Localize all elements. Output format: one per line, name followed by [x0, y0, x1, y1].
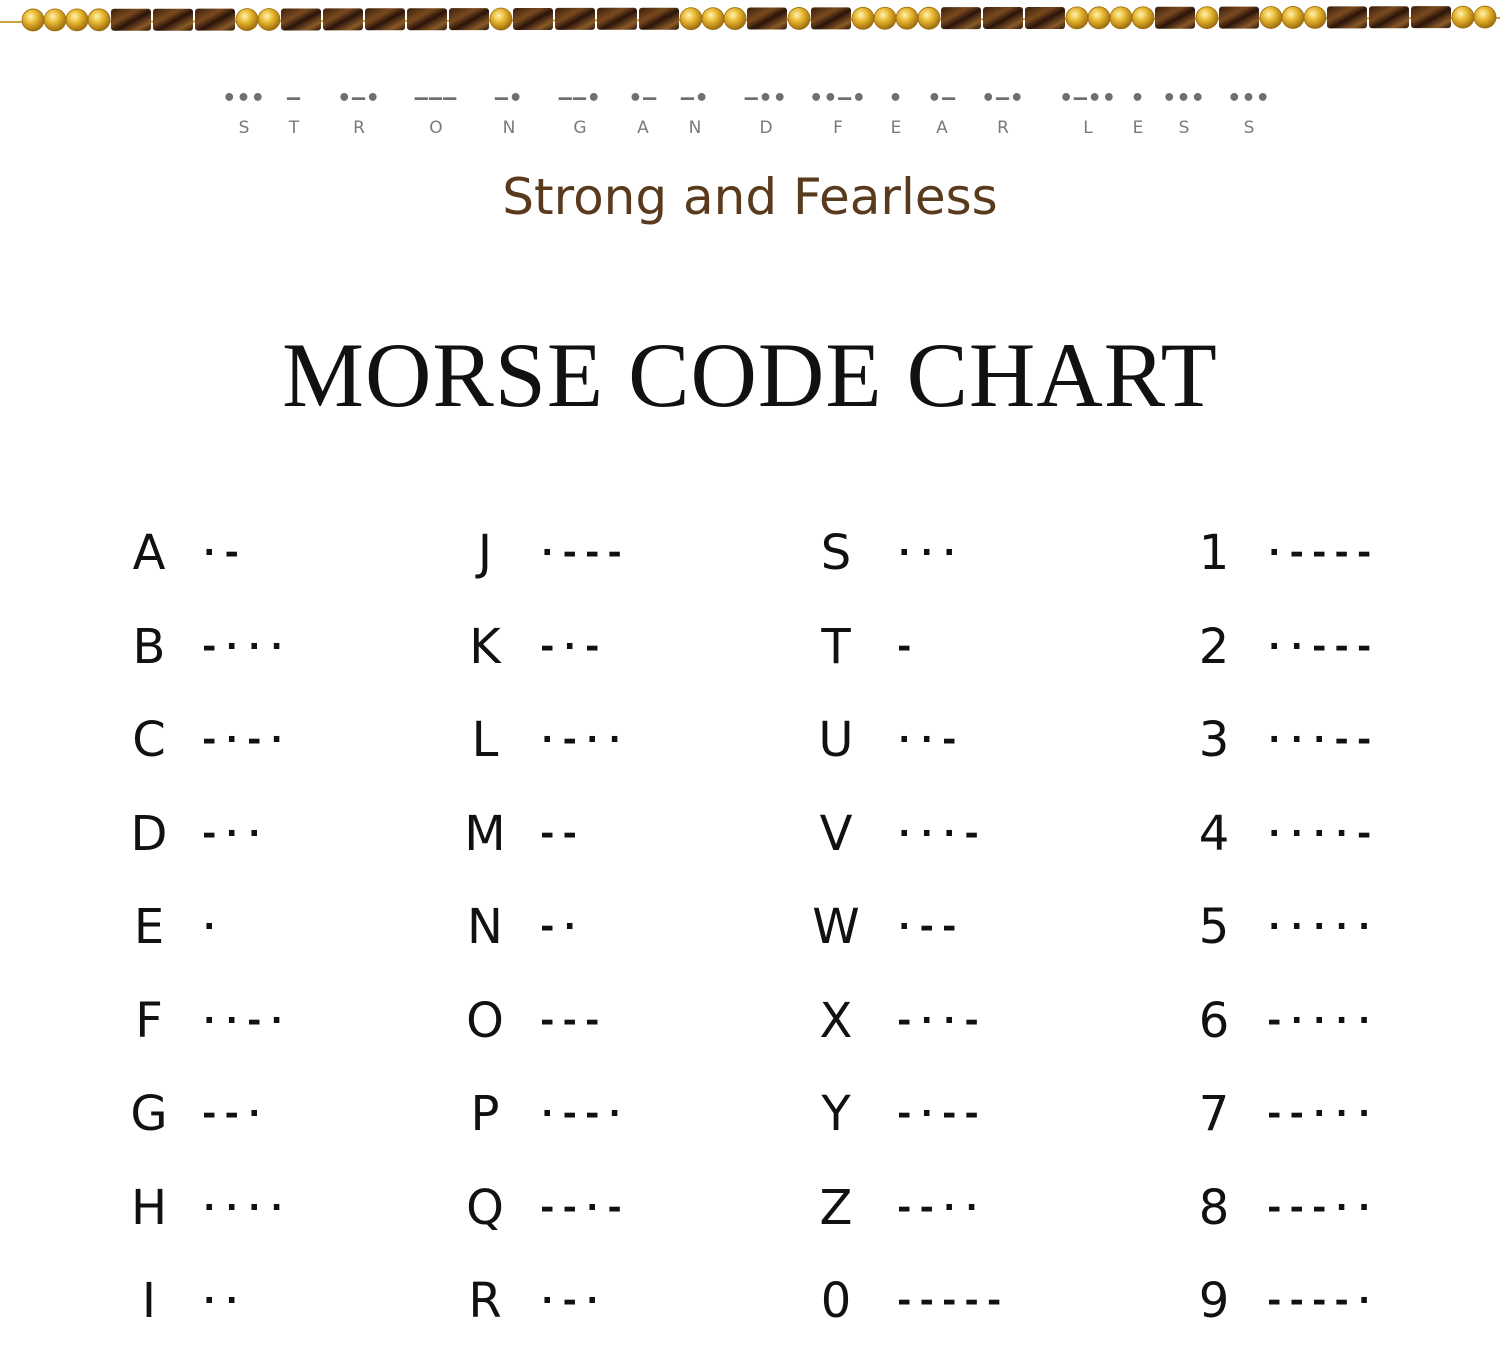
tiger-eye-bead	[449, 8, 489, 30]
phrase-letter-group	[629, 84, 658, 140]
chart-entry	[1184, 1066, 1484, 1160]
chart-entry	[1184, 599, 1484, 693]
tiger-eye-bead	[323, 8, 363, 30]
chart-entry	[455, 505, 755, 599]
chart-entry-morse-code: ·--	[894, 907, 962, 947]
chart-entry-character: B	[132, 618, 166, 675]
chart-entry-morse-code: ·-·	[537, 1281, 605, 1321]
chart-entry-morse-code: ···-	[894, 813, 984, 854]
chart-entry	[806, 599, 1106, 693]
chart-entry	[119, 879, 419, 973]
phrase-letter-group	[1228, 84, 1271, 140]
chart-entry	[119, 505, 419, 599]
phrase-morse-code: •••	[1162, 86, 1206, 111]
phrase-morse-code: •–	[927, 86, 957, 111]
chart-entry-morse-code: -··	[199, 813, 267, 854]
gold-bead	[1110, 7, 1132, 29]
chart-entry	[1184, 692, 1484, 786]
chart-entry	[806, 973, 1106, 1067]
phrase-letter-group	[223, 84, 266, 140]
chart-entry	[455, 786, 755, 880]
chart-entry	[806, 786, 1106, 880]
chart-entry	[1184, 879, 1484, 973]
chart-entry-character: Y	[821, 1086, 851, 1142]
gold-bead	[1474, 6, 1496, 28]
chart-entry	[455, 692, 755, 786]
phrase-letter: O	[429, 118, 443, 138]
tiger-eye-bead	[639, 8, 679, 30]
tiger-eye-bead	[597, 8, 637, 30]
gold-bead	[258, 8, 280, 30]
phrase-letter: A	[936, 118, 948, 138]
phrase-letter-group	[810, 84, 867, 140]
chart-entry-character: U	[818, 712, 854, 768]
chart-entry-morse-code: ····	[199, 1187, 289, 1228]
phrase-letter-group	[1060, 84, 1117, 140]
chart-entry-character: Z	[819, 1179, 853, 1236]
chart-entry	[1184, 505, 1484, 599]
chart-entry	[119, 1066, 419, 1160]
chart-entry-character: F	[135, 992, 163, 1049]
chart-entry-morse-code: ·----	[1264, 533, 1377, 573]
phrase-morse-code: ••–•	[809, 86, 867, 111]
phrase-letter-group	[1131, 84, 1145, 140]
chart-entry	[806, 1066, 1106, 1160]
gold-bead	[22, 9, 44, 31]
chart-entry-character: O	[466, 992, 504, 1049]
gold-bead	[1196, 7, 1218, 29]
tiger-eye-bead	[747, 8, 787, 30]
gold-bead	[1088, 7, 1110, 29]
chart-entry-morse-code: -·-	[537, 626, 605, 667]
phrase-letter: S	[1243, 118, 1255, 138]
phrase-morse-code: •–	[628, 86, 658, 111]
chart-entry-morse-code: ···	[894, 533, 962, 573]
chart-entry-character: W	[812, 899, 860, 955]
chart-entry	[119, 599, 419, 693]
chart-entry-character: I	[141, 1273, 157, 1329]
chart-entry	[806, 692, 1106, 786]
phrase-letter-group	[928, 84, 957, 140]
chart-entry-character: E	[133, 899, 165, 955]
chart-entry	[119, 692, 419, 786]
tiger-eye-bead	[195, 9, 235, 31]
gold-bead	[852, 7, 874, 29]
chart-entry	[119, 786, 419, 880]
chart-entry	[806, 879, 1106, 973]
gold-bead	[88, 9, 110, 31]
chart-entry-morse-code: ----·	[1264, 1281, 1377, 1321]
chart-entry-morse-code: ····-	[1264, 813, 1377, 854]
gold-bead	[1132, 7, 1154, 29]
phrase-letter-group	[982, 84, 1025, 140]
chart-entry-character: T	[821, 618, 851, 675]
chart-entry	[806, 1160, 1106, 1254]
phrase-morse-code: •••	[222, 86, 266, 111]
phrase-morse-code: •–•	[981, 86, 1025, 111]
phrase-letter-group	[1163, 84, 1206, 140]
phrase-letter: R	[997, 118, 1009, 138]
phrase-letter: N	[502, 118, 516, 138]
chart-entry-character: C	[132, 712, 166, 768]
chart-entry	[806, 1253, 1106, 1347]
chart-entry-morse-code: -··-	[894, 1000, 984, 1041]
gold-bead	[1066, 7, 1088, 29]
phrase-morse-code: –	[286, 86, 302, 111]
gold-bead	[490, 8, 512, 30]
phrase-letter-group	[495, 84, 524, 140]
tiger-eye-bead	[983, 7, 1023, 29]
morse-phrase	[0, 84, 1500, 144]
phrase-letter: R	[353, 118, 365, 138]
chart-entry	[455, 1160, 755, 1254]
chart-entry-character: 8	[1198, 1179, 1230, 1236]
phrase-subtitle: Strong and Fearless	[502, 168, 998, 226]
chart-entry-morse-code: ··-	[894, 720, 962, 760]
tiger-eye-bead	[153, 9, 193, 31]
gold-bead	[236, 9, 258, 31]
chart-entry	[455, 1253, 755, 1347]
gold-bead	[1260, 6, 1282, 28]
tiger-eye-bead	[555, 8, 595, 30]
tiger-eye-bead	[111, 9, 151, 31]
tiger-eye-bead	[941, 7, 981, 29]
bead-bracelet-graphic	[0, 0, 1500, 50]
phrase-letter: F	[833, 118, 843, 138]
chart-entry-character: Q	[466, 1179, 504, 1236]
phrase-letter-group	[745, 84, 788, 140]
gold-bead	[874, 7, 896, 29]
chart-entry-character: H	[130, 1179, 168, 1236]
phrase-letter: E	[890, 118, 902, 138]
chart-entry-character: 1	[1198, 525, 1230, 581]
chart-entry-morse-code: ··	[199, 1281, 244, 1321]
gold-bead	[44, 9, 66, 31]
tiger-eye-bead	[1369, 6, 1409, 28]
chart-entry	[1184, 1253, 1484, 1347]
phrase-morse-code: •–••	[1059, 86, 1117, 111]
phrase-letter-group	[889, 84, 903, 140]
chart-entry-morse-code: ---	[537, 1000, 605, 1041]
chart-entry-character: X	[819, 992, 853, 1049]
phrase-morse-code: –•	[494, 86, 524, 111]
chart-entry-character: A	[132, 525, 166, 581]
chart-entry-morse-code: ·····	[1264, 907, 1377, 947]
chart-entry	[455, 599, 755, 693]
phrase-letter-group	[415, 84, 458, 140]
chart-entry-morse-code: --·-	[537, 1187, 627, 1228]
chart-entry-character: N	[467, 899, 503, 955]
chart-entry-character: V	[819, 805, 853, 862]
tiger-eye-bead	[811, 7, 851, 29]
tiger-eye-bead	[281, 8, 321, 30]
gold-bead	[1452, 6, 1474, 28]
tiger-eye-bead	[1411, 6, 1451, 28]
chart-entry-character: P	[470, 1086, 500, 1142]
tiger-eye-bead	[513, 8, 553, 30]
phrase-letter-group	[559, 84, 602, 140]
phrase-letter: S	[238, 118, 250, 138]
gold-bead	[66, 9, 88, 31]
chart-entry-character: 9	[1198, 1273, 1230, 1329]
phrase-letter: S	[1178, 118, 1190, 138]
chart-entry-character: 7	[1198, 1086, 1230, 1142]
phrase-morse-code: –••	[744, 86, 788, 111]
chart-entry-morse-code: ·--·	[537, 1094, 627, 1134]
chart-entry-morse-code: ··-·	[199, 1000, 289, 1041]
phrase-letter: N	[688, 118, 702, 138]
chart-entry	[119, 1160, 419, 1254]
phrase-letter: L	[1083, 118, 1093, 138]
phrase-morse-code: –––	[414, 86, 458, 111]
tiger-eye-bead	[407, 8, 447, 30]
chart-entry-character: 3	[1198, 712, 1230, 768]
gold-bead	[1282, 6, 1304, 28]
chart-entry-morse-code: -·-·	[199, 720, 289, 760]
chart-entry-morse-code: ··---	[1264, 626, 1377, 667]
gold-bead	[1304, 6, 1326, 28]
chart-entry	[1184, 1160, 1484, 1254]
chart-entry-character: J	[477, 525, 493, 581]
chart-entry-morse-code: -·	[537, 907, 582, 947]
phrase-morse-code: •	[1130, 86, 1146, 111]
chart-entry-character: 0	[820, 1273, 852, 1329]
chart-entry-character: 2	[1198, 618, 1230, 675]
phrase-letter-group	[338, 84, 381, 140]
chart-entry-character: D	[130, 805, 168, 862]
chart-entry-morse-code: -···	[199, 626, 289, 667]
phrase-letter: E	[1132, 118, 1144, 138]
chart-entry-morse-code: -·--	[894, 1094, 984, 1134]
chart-entry-morse-code: --	[537, 813, 582, 854]
chart-entry-character: 4	[1198, 805, 1230, 862]
phrase-letter-group	[287, 84, 301, 140]
phrase-morse-code: –•	[680, 86, 710, 111]
chart-entry-morse-code: --···	[1264, 1094, 1377, 1134]
tiger-eye-bead	[1327, 6, 1367, 28]
chart-entry-morse-code: ···--	[1264, 720, 1377, 760]
chart-entry	[455, 1066, 755, 1160]
chart-entry	[119, 1253, 419, 1347]
chart-entry	[455, 879, 755, 973]
chart-entry-morse-code: ·---	[537, 533, 627, 573]
phrase-morse-code: •••	[1227, 86, 1271, 111]
chart-title: MORSE CODE CHART	[282, 324, 1218, 426]
chart-entry-character: 5	[1198, 899, 1230, 955]
chart-entry-character: R	[468, 1273, 502, 1329]
phrase-morse-code: ––•	[558, 86, 602, 111]
gold-bead	[896, 7, 918, 29]
phrase-letter: A	[637, 118, 649, 138]
chart-entry-character: 6	[1198, 992, 1230, 1049]
tiger-eye-bead	[1219, 7, 1259, 29]
morse-code-chart	[0, 505, 1500, 1329]
gold-bead	[724, 8, 746, 30]
chart-entry-character: G	[130, 1086, 168, 1142]
chart-entry-character: S	[820, 525, 852, 581]
phrase-letter: T	[288, 118, 300, 138]
gold-bead	[680, 8, 702, 30]
tiger-eye-bead	[1025, 7, 1065, 29]
phrase-morse-code: •–•	[337, 86, 381, 111]
chart-entry-morse-code: -	[894, 626, 917, 667]
phrase-letter: G	[573, 118, 587, 138]
chart-entry-morse-code: ·	[199, 907, 222, 947]
gold-bead	[918, 7, 940, 29]
gold-bead	[788, 7, 810, 29]
chart-entry	[455, 973, 755, 1067]
chart-entry-character: M	[464, 805, 506, 862]
phrase-letter-group	[681, 84, 710, 140]
phrase-morse-code: •	[888, 86, 904, 111]
tiger-eye-bead	[1155, 7, 1195, 29]
chart-entry-character: K	[469, 618, 501, 675]
tiger-eye-bead	[365, 8, 405, 30]
chart-entry-morse-code: -····	[1264, 1000, 1377, 1041]
chart-entry-morse-code: ---··	[1264, 1187, 1377, 1228]
chart-entry	[1184, 786, 1484, 880]
chart-entry-morse-code: ·-	[199, 533, 244, 573]
chart-entry	[1184, 973, 1484, 1067]
chart-entry-character: L	[471, 712, 499, 768]
chart-entry	[806, 505, 1106, 599]
chart-entry-morse-code: ·-··	[537, 720, 627, 760]
phrase-letter: D	[759, 118, 773, 138]
chart-entry-morse-code: -----	[894, 1281, 1007, 1321]
chart-entry-morse-code: --·	[199, 1094, 267, 1134]
chart-entry-morse-code: --··	[894, 1187, 984, 1228]
gold-bead	[702, 8, 724, 30]
chart-entry	[119, 973, 419, 1067]
